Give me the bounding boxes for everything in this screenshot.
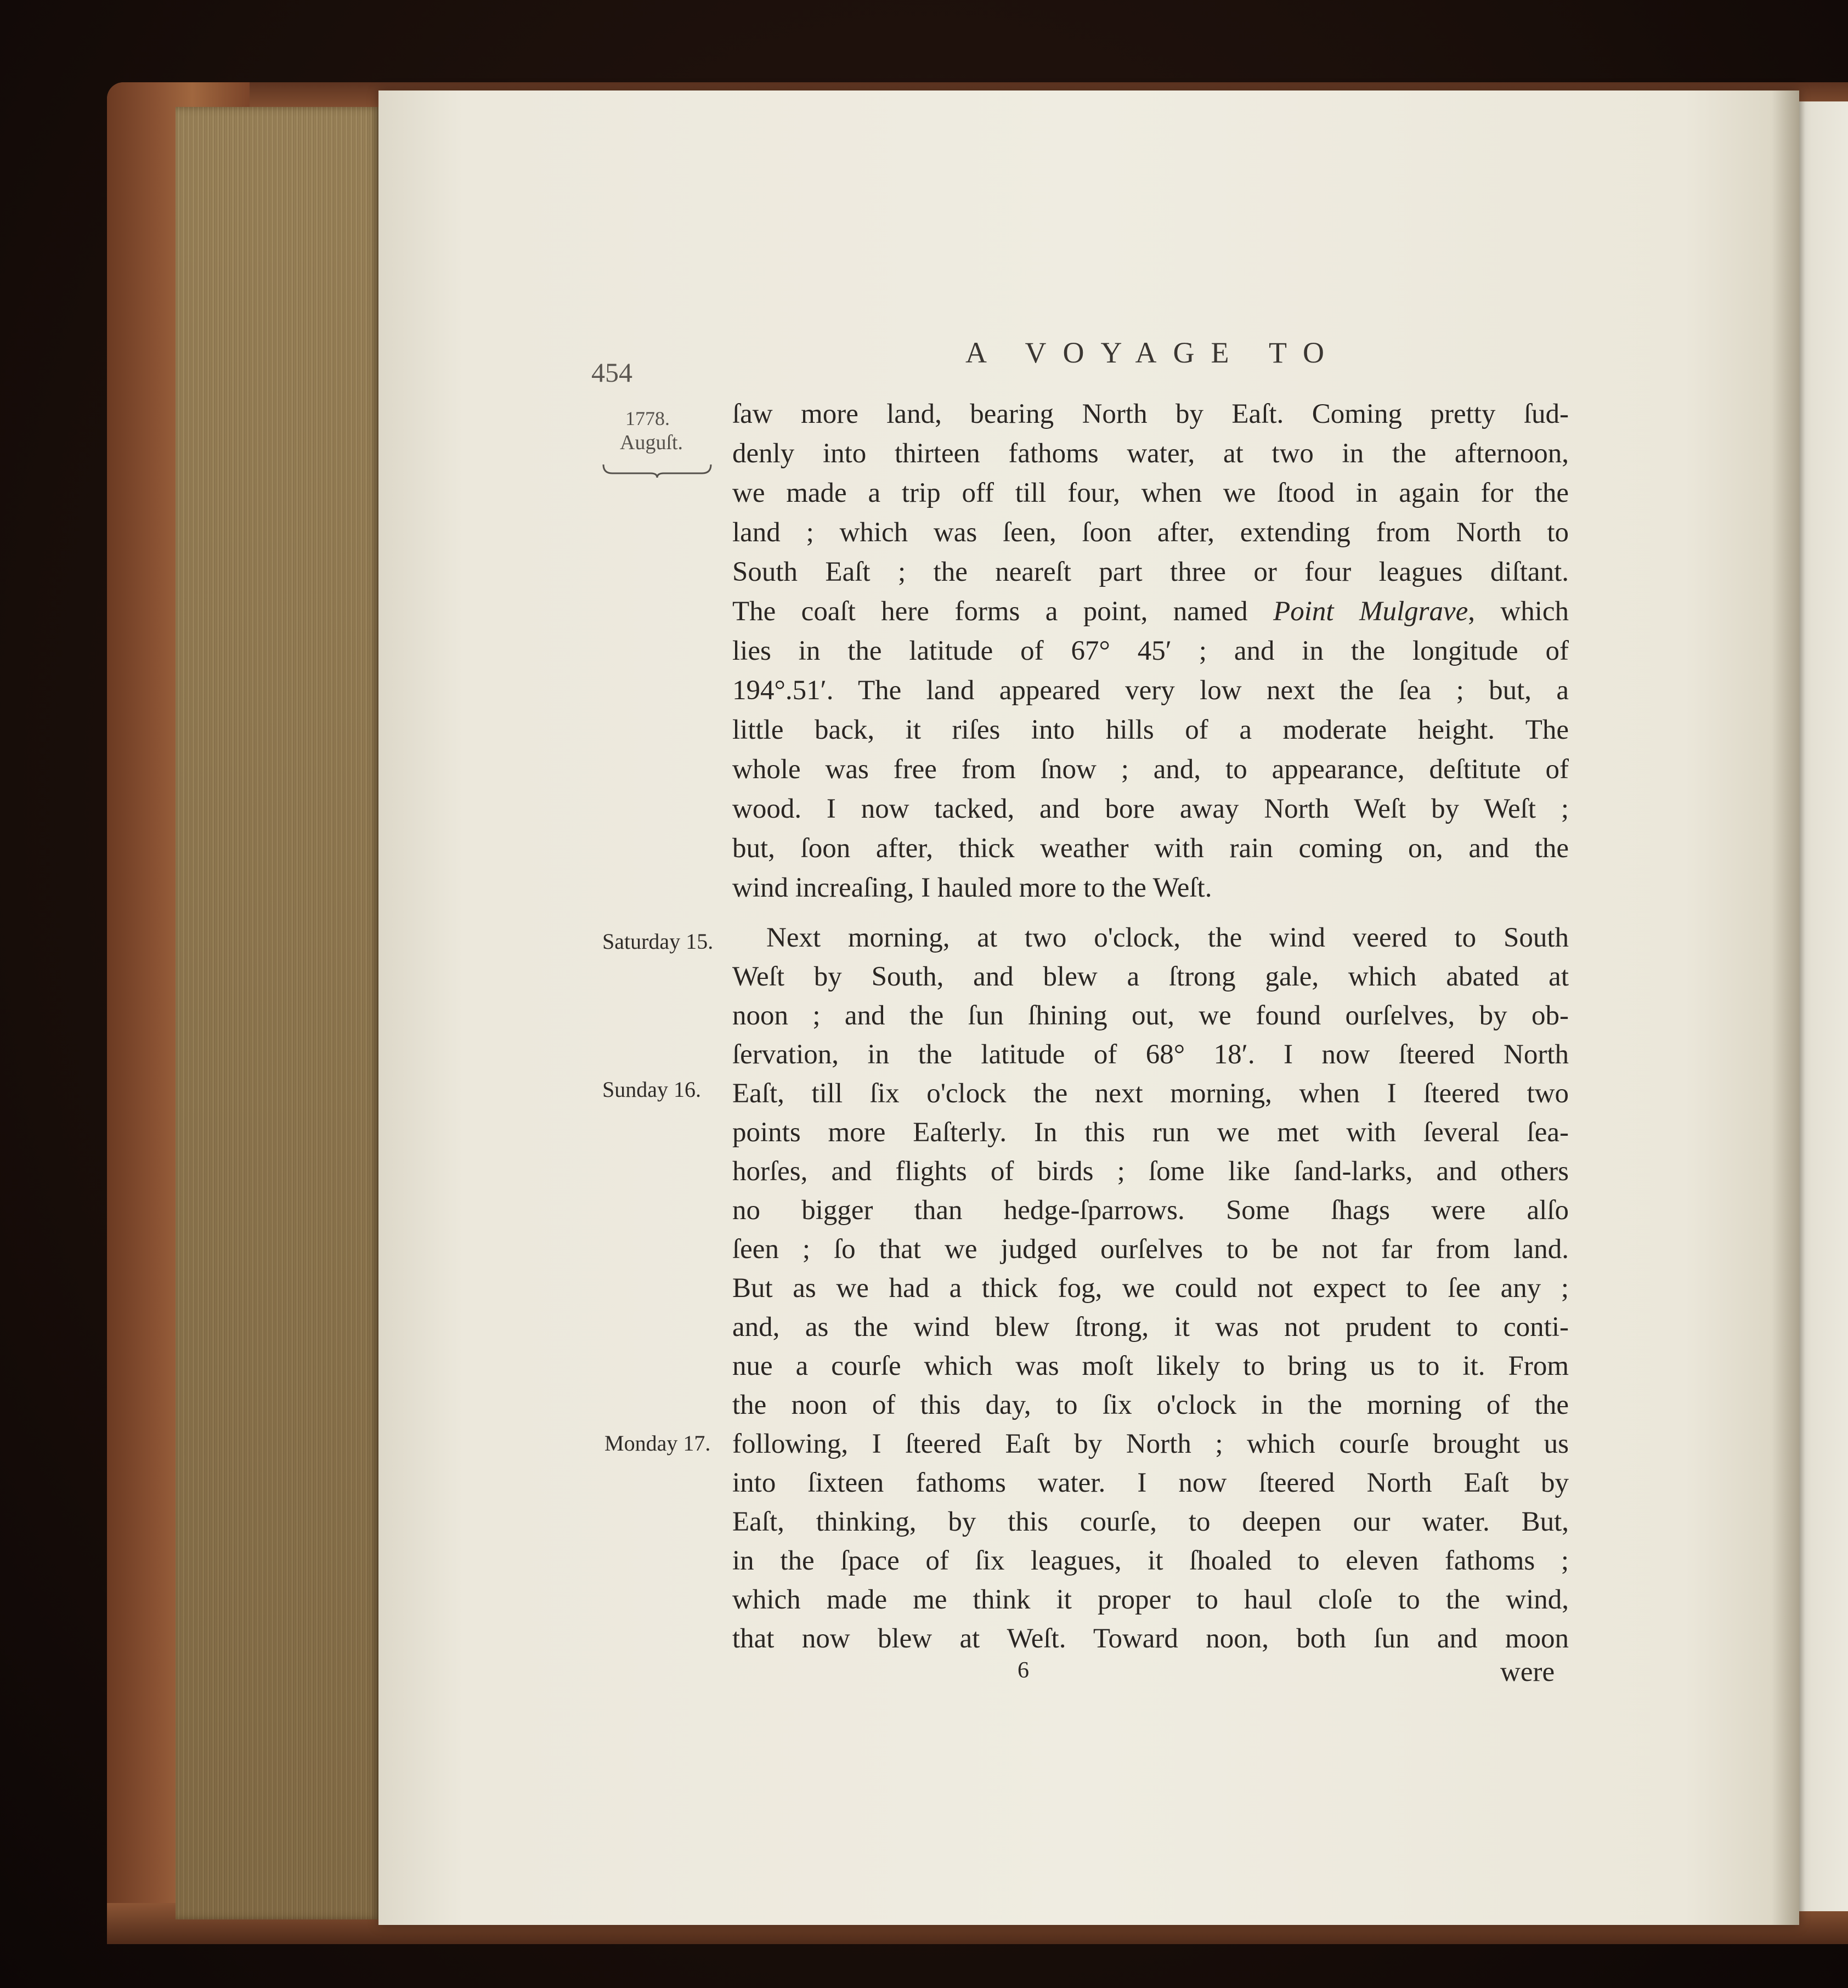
body-line-20: horſes, and flights of birds ; ſome like ſand-larks, and others xyxy=(732,1156,1569,1187)
body-line-10: whole was free from ſnow ; and, to appearance, deſtitute of xyxy=(732,754,1569,785)
body-line-31: which made me think it proper to haul cloſe to the wind, xyxy=(732,1584,1569,1615)
signature-mark: 6 xyxy=(1018,1658,1029,1683)
body-line-2: denly into thirteen fathoms water, at two in the afternoon, xyxy=(732,438,1569,469)
catchword: were xyxy=(1500,1657,1555,1687)
body-line-24: and, as the wind blew ſtrong, it was not prudent to conti- xyxy=(732,1312,1569,1343)
body-line-18: Eaſt, till ſix o'clock the next morning, when I ſteered two xyxy=(732,1078,1569,1109)
point-mulgrave: Point Mulgrave xyxy=(1273,596,1468,627)
gutter-shadow xyxy=(1772,90,1799,1925)
body-line-32: that now blew at Weſt. Toward noon, both ſun and moon xyxy=(732,1623,1569,1654)
body-line-14: Next morning, at two o'clock, the wind veered to South xyxy=(766,922,1569,953)
running-head: A VOYAGE TO xyxy=(965,336,1341,369)
body-line-1: ſaw more land, bearing North by Eaſt. Coming pretty ſud- xyxy=(732,399,1569,429)
margin-brace xyxy=(602,462,712,479)
facing-page-edge xyxy=(1791,101,1848,1911)
body-line-8: 194°.51′. The land appeared very low next the ſea ; but, a xyxy=(732,675,1569,706)
body-line-9: little back, it riſes into hills of a moderate height. The xyxy=(732,715,1569,745)
page-number: 454 xyxy=(591,357,632,388)
body-line-11: wood. I now tacked, and bore away North Weſt by Weſt ; xyxy=(732,794,1569,824)
page-edges xyxy=(176,107,381,1919)
body-line-17: ſervation, in the latitude of 68° 18′. I now ſteered North xyxy=(732,1039,1569,1070)
body-line-26: the noon of this day, to ſix o'clock in the morning of the xyxy=(732,1390,1569,1420)
body-line-13: wind increaſing, I hauled more to the Weſt. xyxy=(732,873,1212,903)
sidenote-saturday: Saturday 15. xyxy=(602,929,714,954)
body-line-21: no bigger than hedge-ſparrows. Some ſhags were alſo xyxy=(732,1195,1569,1226)
body-line-6-tail: , which xyxy=(1468,596,1569,627)
margin-year: 1778. xyxy=(625,407,670,429)
body-line-28: into ſixteen fathoms water. I now ſteered North Eaſt by xyxy=(732,1468,1569,1498)
body-line-6-head: The coaſt here forms a point, named xyxy=(732,596,1248,627)
sidenote-sunday: Sunday 16. xyxy=(602,1077,701,1102)
body-line-15: Weſt by South, and blew a ſtrong gale, which abated at xyxy=(732,961,1569,992)
body-line-4: land ; which was ſeen, ſoon after, extending from North to xyxy=(732,517,1569,548)
body-line-7: lies in the latitude of 67° 45′ ; and in the longitude of xyxy=(732,636,1569,666)
body-line-25: nue a courſe which was moſt likely to bring us to it. From xyxy=(732,1351,1569,1381)
body-line-12: but, ſoon after, thick weather with rain coming on, and the xyxy=(732,833,1569,864)
sidenote-monday: Monday 17. xyxy=(604,1431,711,1455)
body-line-23: But as we had a thick fog, we could not expect to ſee any ; xyxy=(732,1273,1569,1304)
body-line-19: points more Eaſterly. In this run we met with ſeveral ſea- xyxy=(732,1117,1569,1148)
body-line-5: South Eaſt ; the neareſt part three or four leagues diſtant. xyxy=(732,557,1569,587)
margin-month: Auguſt. xyxy=(620,431,683,454)
body-line-29: Eaſt, thinking, by this courſe, to deepen our water. But, xyxy=(732,1506,1569,1537)
body-line-22: ſeen ; ſo that we judged ourſelves to be not far from land. xyxy=(732,1234,1569,1265)
body-line-30: in the ſpace of ſix leagues, it ſhoaled to eleven fathoms ; xyxy=(732,1545,1569,1576)
body-line-27: following, I ſteered Eaſt by North ; which courſe brought us xyxy=(732,1429,1569,1459)
body-line-16: noon ; and the ſun ſhining out, we found ourſelves, by ob- xyxy=(732,1000,1569,1031)
body-line-3: we made a trip off till four, when we ſtood in again for the xyxy=(732,478,1569,508)
body-line-6 xyxy=(732,595,1569,628)
